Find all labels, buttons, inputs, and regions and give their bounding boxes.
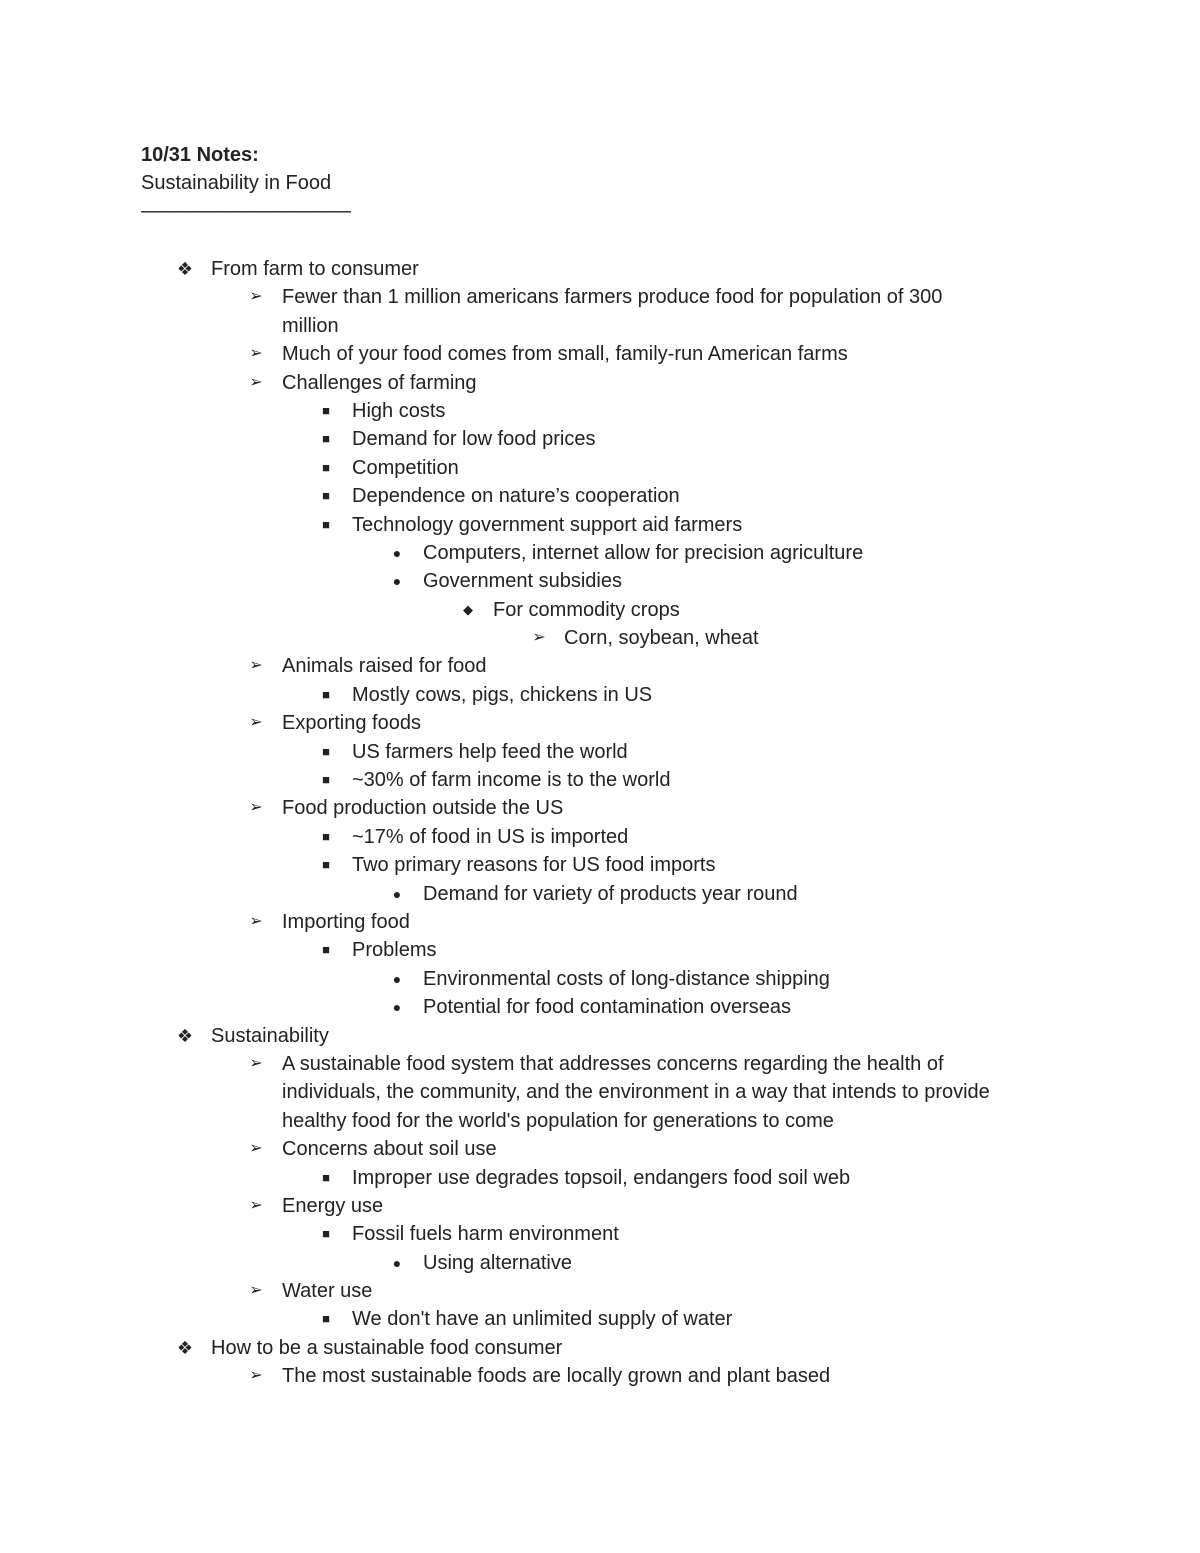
outline-item (0, 652, 1200, 680)
square-bullet-icon: ■ (322, 1311, 330, 1327)
outline-item (0, 766, 1200, 794)
outline-item-text: million (282, 314, 339, 337)
outline-item-text: healthy food for the world's population for generations to come (282, 1109, 834, 1132)
outline-item (0, 681, 1200, 709)
four-diamond-bullet-icon: ❖ (176, 259, 194, 279)
outline-item-text: Improper use degrades topsoil, endangers food soil web (352, 1166, 851, 1189)
outline-item-text: ~17% of food in US is imported (352, 825, 629, 848)
outline-item (0, 1192, 1200, 1220)
four-diamond-bullet-icon: ❖ (176, 1337, 194, 1358)
outline-item-text: Computers, internet allow for precision agriculture (423, 541, 864, 564)
outline-item-text: individuals, the community, and the environment in a way that intends to provide (282, 1081, 990, 1104)
outline-item-text: Concerns about soil use (282, 1138, 497, 1161)
arrow-bullet-icon: ➢ (249, 373, 263, 391)
outline-item (0, 1249, 1200, 1277)
square-bullet-icon: ■ (322, 402, 330, 418)
arrow-bullet-icon: ➢ (249, 288, 263, 306)
outline-item (0, 936, 1200, 964)
outline-item-text: A sustainable food system that addresses concerns regarding the health of (282, 1052, 944, 1075)
arrow-bullet-icon: ➢ (249, 1282, 263, 1300)
outline-item-text: Problems (352, 939, 437, 962)
outline-item-text: Demand for variety of products year round (423, 882, 798, 905)
outline-item (0, 1220, 1200, 1248)
arrow-bullet-icon: ➢ (249, 799, 263, 817)
outline-item (0, 397, 1200, 425)
square-bullet-icon: ■ (322, 488, 330, 504)
arrow-bullet-icon: ➢ (532, 629, 546, 647)
outline-item (0, 596, 1200, 624)
outline-item (0, 624, 1200, 652)
outline-item (0, 1135, 1200, 1163)
dot-bullet-icon: ● (392, 1254, 402, 1271)
outline-item (0, 567, 1200, 595)
outline-item (0, 1078, 1200, 1106)
outline-item-text: Food production outside the US (282, 797, 564, 820)
outline-item-text: Potential for food contamination overseas (423, 996, 791, 1019)
outline-item (0, 312, 1200, 340)
outline-item-text: Challenges of farming (282, 371, 477, 394)
outline-item-text: How to be a sustainable food consumer (211, 1336, 563, 1359)
outline-item-text: From farm to consumer (211, 258, 419, 280)
arrow-bullet-icon: ➢ (249, 912, 263, 930)
outline-item-text: Corn, soybean, wheat (564, 627, 759, 650)
outline-item-text: Technology government support aid farmers (352, 513, 743, 536)
outline-item (0, 1164, 1200, 1192)
outline-item (0, 511, 1200, 539)
outline-item-text: US farmers help feed the world (352, 740, 628, 763)
dot-bullet-icon: ● (392, 573, 402, 590)
outline-item (0, 1022, 1200, 1050)
outline-item (0, 880, 1200, 908)
arrow-bullet-icon: ➢ (249, 1054, 263, 1072)
arrow-bullet-icon: ➢ (249, 1140, 263, 1158)
outline-item-text: For commodity crops (493, 598, 680, 621)
square-bullet-icon: ■ (322, 772, 330, 788)
square-bullet-icon: ■ (322, 686, 330, 702)
outline-item (0, 1050, 1200, 1078)
four-diamond-bullet-icon: ❖ (176, 1025, 194, 1046)
outline-item (0, 993, 1200, 1021)
outline-item (0, 709, 1200, 737)
outline-item-text: Water use (282, 1280, 373, 1303)
dot-bullet-icon: ● (392, 544, 402, 561)
page-subtitle: Sustainability in Food (141, 172, 332, 194)
page-title: 10/31 Notes: (141, 144, 259, 166)
square-bullet-icon: ■ (322, 1226, 330, 1242)
outline-item (0, 454, 1200, 482)
dot-bullet-icon: ● (392, 885, 402, 902)
outline-item (0, 908, 1200, 936)
outline-item (0, 1334, 1200, 1362)
outline-item-text: Sustainability (211, 1024, 329, 1047)
outline-item-text: Government subsidies (423, 570, 622, 593)
square-bullet-icon: ■ (322, 1169, 330, 1185)
dot-bullet-icon: ● (392, 999, 402, 1016)
outline-item-text: The most sustainable foods are locally grown and plant based (282, 1365, 831, 1388)
outline-item-text: Environmental costs of long-distance shipping (423, 967, 830, 990)
outline-item-text: Dependence on nature’s cooperation (352, 485, 680, 508)
outline-item (0, 283, 1200, 311)
outline-item (0, 794, 1200, 822)
outline-item (0, 823, 1200, 851)
outline-item (0, 539, 1200, 567)
outline-item (0, 425, 1200, 453)
outline-item-text: Fewer than 1 million americans farmers produce food for population of 300 (282, 286, 943, 309)
outline-item (0, 340, 1200, 368)
notes-outline (0, 255, 1200, 1391)
outline-item-text: Exporting foods (282, 712, 421, 735)
square-bullet-icon: ■ (322, 857, 330, 873)
square-bullet-icon: ■ (322, 459, 330, 475)
outline-item-text: Energy use (282, 1194, 384, 1217)
outline-item-text: Using alternative (423, 1251, 572, 1274)
arrow-bullet-icon: ➢ (249, 714, 263, 732)
arrow-bullet-icon: ➢ (249, 1367, 263, 1385)
outline-item-text: Two primary reasons for US food imports (352, 854, 716, 877)
outline-item (0, 1305, 1200, 1333)
diamond-bullet-icon: ◆ (463, 601, 473, 617)
outline-item-text: Much of your food comes from small, family-run American farms (282, 343, 848, 366)
outline-item-text: Animals raised for food (282, 655, 487, 678)
arrow-bullet-icon: ➢ (249, 657, 263, 675)
arrow-bullet-icon: ➢ (249, 1196, 263, 1214)
outline-item (0, 482, 1200, 510)
outline-item-text: Demand for low food prices (352, 428, 596, 451)
outline-item-text: Importing food (282, 910, 410, 933)
outline-item (0, 255, 1200, 283)
outline-item-text: Fossil fuels harm environment (352, 1223, 619, 1246)
outline-item (0, 738, 1200, 766)
divider-line: ——————————— (141, 200, 350, 222)
outline-item (0, 965, 1200, 993)
square-bullet-icon: ■ (322, 431, 330, 447)
outline-item-text: Competition (352, 456, 459, 479)
outline-item (0, 1277, 1200, 1305)
outline-item-text: ~30% of farm income is to the world (352, 769, 671, 792)
square-bullet-icon: ■ (322, 743, 330, 759)
outline-item (0, 1362, 1200, 1390)
outline-item (0, 369, 1200, 397)
dot-bullet-icon: ● (392, 970, 402, 987)
square-bullet-icon: ■ (322, 828, 330, 844)
outline-item-text: We don't have an unlimited supply of water (352, 1308, 733, 1331)
outline-item-text: Mostly cows, pigs, chickens in US (352, 683, 653, 706)
square-bullet-icon: ■ (322, 942, 330, 958)
outline-item (0, 851, 1200, 879)
square-bullet-icon: ■ (322, 516, 330, 532)
arrow-bullet-icon: ➢ (249, 345, 263, 363)
outline-item-text: High costs (352, 399, 446, 422)
outline-item (0, 1107, 1200, 1135)
